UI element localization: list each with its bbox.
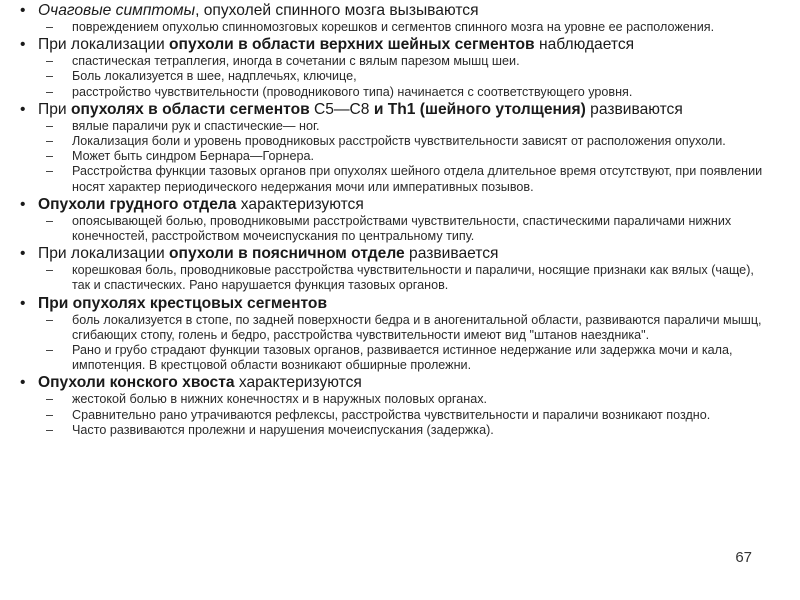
section-5 [18, 244, 782, 293]
page-number: 67 [735, 549, 752, 566]
list-item: – Расстройства функции тазовых органов при опухолях шейного отдела длительное время отсутствуют, при появлении носят характер периодического недержания мочи или императивных позывов. [18, 164, 782, 194]
heading-text-part: развивается [404, 245, 499, 263]
heading-text-part: и Th1 (шейного утолщения) [373, 100, 586, 118]
section-heading [18, 1, 782, 20]
heading-text-part: развиваются [585, 100, 683, 118]
section-6 [18, 294, 782, 374]
section-4 [18, 195, 782, 244]
heading-text-part: Опухоли конского хвоста [38, 374, 235, 392]
list-item: – расстройство чувствительности (проводникового типа) начинается с соответствующего уровня. [18, 85, 782, 100]
heading-text-part: Опухоли грудного отдела [38, 195, 237, 213]
section-1 [18, 1, 782, 35]
heading-text-part: опухоли в поясничном отделе [169, 245, 405, 263]
heading-text-part: опухоли в области верхних шейных сегментов [169, 36, 535, 54]
section-heading [18, 35, 782, 54]
heading-text-part: При опухолях крестцовых сегментов [38, 294, 328, 312]
list-item: – опоясывающей болью, проводниковыми расстройствами чувствительности, спастическими параличами нижних конечностей, расстройством мочеиспускания по центральному типу. [18, 214, 782, 244]
list-item: – Боль локализуется в шее, надплечьях, ключице, [18, 69, 782, 84]
list-item: – Рано и грубо страдают функции тазовых органов, развивается истинное недержание или задержка мочи и кала, импотенция. В крестцовой области возникают обширные пролежни. [18, 343, 782, 373]
heading-text-part: С5—С8 [309, 100, 374, 118]
heading-text-part: характеризуются [234, 374, 362, 392]
list-item: – жестокой болью в нижних конечностях и в наружных половых органах. [18, 392, 782, 407]
section-heading [18, 373, 782, 392]
list-item: – повреждением опухолью спинномозговых корешков и сегментов спинного мозга на уровне ее расположения. [18, 20, 782, 35]
list-item: – боль локализуется в стопе, по задней поверхности бедра и в аногенитальной области, развиваются параличи мышц, сгибающих стопу, голень и бедро, расстройства чувствительности имеют вид "штанов наездника". [18, 313, 782, 343]
section-heading [18, 294, 782, 313]
heading-text-part: , опухолей спинного мозга вызываются [195, 2, 479, 19]
list-item: – Может быть синдром Бернара—Горнера. [18, 149, 782, 164]
list-item: – Сравнительно рано утрачиваются рефлексы, расстройства чувствительности и параличи возникают поздно. [18, 408, 782, 423]
heading-text-part: характеризуются [236, 195, 364, 213]
heading-text-part: При локализации [38, 36, 170, 54]
heading-text-part: При [38, 100, 71, 118]
list-item: – корешковая боль, проводниковые расстройства чувствительности и параличи, носящие признаки как вялых (чаще), так и спастических. Рано нарушается функция тазовых органов. [18, 263, 782, 293]
slide-content [18, 1, 782, 438]
heading-text-part: При локализации [38, 245, 170, 263]
section-2 [18, 35, 782, 100]
heading-text-part: опухолях в области сегментов [70, 100, 310, 118]
heading-text-part: наблюдается [534, 36, 635, 54]
section-heading [18, 244, 782, 263]
section-heading [18, 195, 782, 214]
section-3 [18, 100, 782, 195]
heading-text-part: Очаговые симптомы [38, 2, 196, 19]
list-item: – Часто развиваются пролежни и нарушения мочеиспускания (задержка). [18, 423, 782, 438]
list-item: – вялые параличи рук и спастические— ног. [18, 119, 782, 134]
section-7 [18, 373, 782, 438]
list-item: – Локализация боли и уровень проводниковых расстройств чувствительности зависят от расположения опухоли. [18, 134, 782, 149]
section-heading [18, 100, 782, 119]
list-item: – спастическая тетраплегия, иногда в сочетании с вялым парезом мышц шеи. [18, 54, 782, 69]
